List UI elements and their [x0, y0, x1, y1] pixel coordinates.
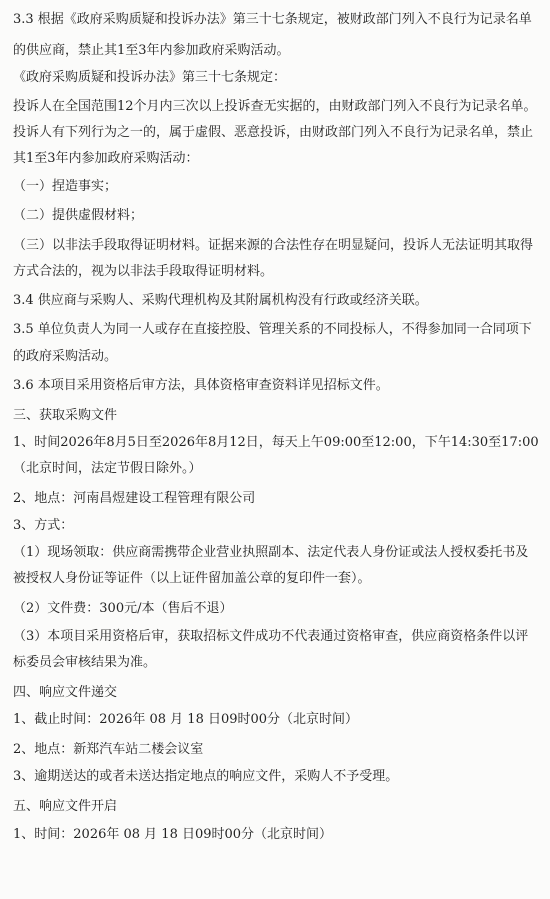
- text-line: 其1至3年内参加政府采购活动：: [13, 151, 199, 166]
- text-line: 方式合法的，视为以非法手段取得证明材料。: [13, 264, 274, 279]
- text-line: 投诉人有下列行为之一的，属于虚假、恶意投诉，由财政部门列入不良行为记录名单，禁止: [13, 125, 534, 140]
- text-line: 四、响应文件递交: [13, 685, 118, 700]
- text-line: 的供应商，禁止其1至3年内参加政府采购活动。: [13, 43, 290, 58]
- text-line: 3、逾期送达的或者未送达指定地点的响应文件，采购人不予受理。: [13, 769, 399, 784]
- text-line: 1、时间2026年8月5日至2026年8月12日，每天上午09:00至12:00，下午14:30至17:00: [13, 435, 539, 450]
- text-line: （二）提供虚假材料；: [13, 208, 144, 223]
- text-line: （2）文件费：300元/本（售后不退）: [13, 601, 233, 616]
- text-line: 3.3 根据《政府采购质疑和投诉办法》第三十七条规定，被财政部门列入不良行为记录名单: [13, 12, 532, 27]
- text-line: 的政府采购活动。: [13, 349, 118, 364]
- text-line: 三、获取采购文件: [13, 408, 118, 423]
- text-line: 3、方式：: [13, 518, 74, 533]
- text-line: 2、地点：新郑汽车站二楼会议室: [13, 742, 204, 757]
- text-line: 2、地点：河南昌煜建设工程管理有限公司: [13, 491, 256, 506]
- text-line: （1）现场领取：供应商需携带企业营业执照副本、法定代表人身份证或法人授权委托书及: [13, 545, 529, 560]
- text-line: 投诉人在全国范围12个月内三次以上投诉查无实据的，由财政部门列入不良行为记录名单。: [13, 99, 537, 114]
- text-line: 被授权人身份证等证件（以上证件留加盖公章的复印件一套）。: [13, 571, 371, 586]
- text-line: 1、时间：2026年 08 月 18 日09时00分（北京时间）: [13, 827, 333, 842]
- text-line: （一）捏造事实；: [13, 179, 118, 194]
- text-line: 3.5 单位负责人为同一人或存在直接控股、管理关系的不同投标人，不得参加同一合同项下: [13, 322, 532, 337]
- text-line: 五、响应文件开启: [13, 799, 118, 814]
- text-line: 标委员会审核结果为准。: [13, 655, 157, 670]
- text-line: 3.6 本项目采用资格后审方法，具体资格审查资料详见招标文件。: [13, 378, 389, 393]
- text-line: 3.4 供应商与采购人、采购代理机构及其附属机构没有行政或经济关联。: [13, 293, 428, 308]
- text-line: 1、截止时间：2026年 08 月 18 日09时00分（北京时间）: [13, 712, 359, 727]
- text-line: （北京时间，法定节假日除外。）: [13, 461, 202, 476]
- text-line: （三）以非法手段取得证明材料。证据来源的合法性存在明显疑问，投诉人无法证明其取得: [13, 238, 534, 253]
- text-line: （3）本项目采用资格后审，获取招标文件成功不代表通过资格审查，供应商资格条件以评: [13, 629, 529, 644]
- text-line: 《政府采购质疑和投诉办法》第三十七条规定：: [13, 70, 287, 85]
